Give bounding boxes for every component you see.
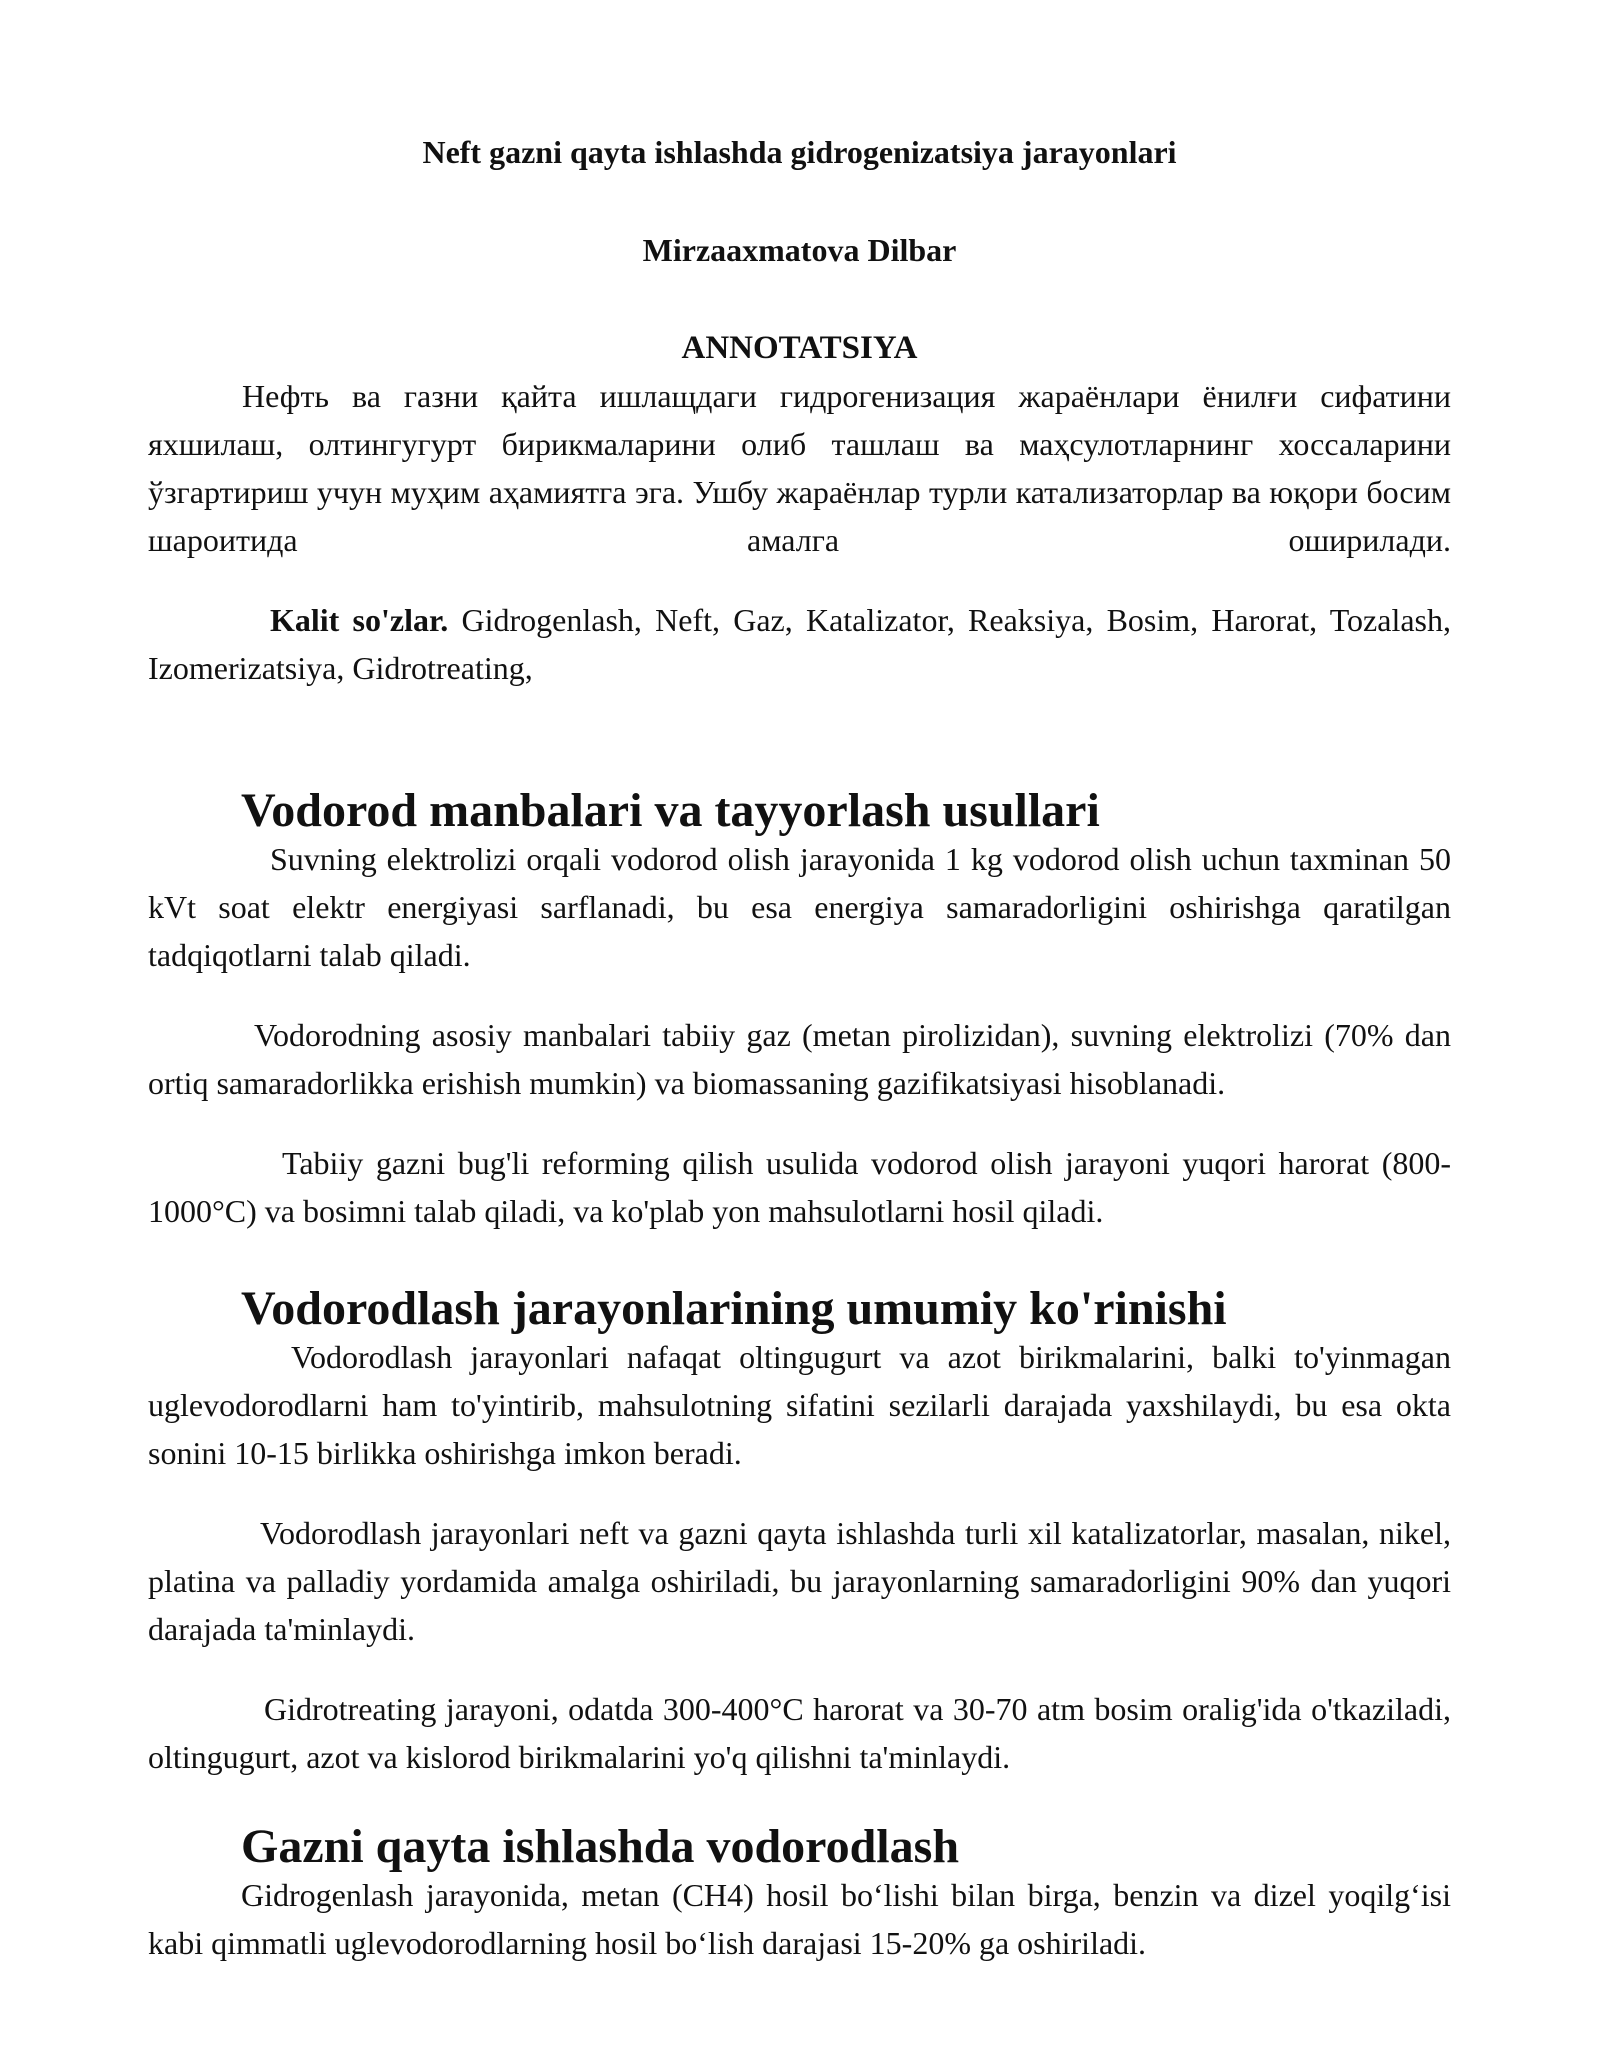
section-1-paragraph-3: Tabiiy gazni bug'li reforming qilish usulida vodorod olish jarayoni yuqori harorat (800-1000°C) va bosimni talab qiladi, va ko'plab yon mahsulotlarni hosil qiladi. (148, 1145, 1451, 1229)
annotation-heading: ANNOTATSIYA (681, 330, 918, 366)
author-name: Mirzaaxmatova Dilbar (642, 232, 957, 268)
section-2-paragraph-3: Gidrotreating jarayoni, odatda 300-400°C harorat va 30-70 atm bosim oralig'ida o'tkaziladi, oltingugurt, azot va kislorod birikmalarini yo'q qilishni ta'minlaydi. (148, 1691, 1451, 1775)
annotation-text: Нефть ва газни қайта ишлащдаги гидрогенизация жараёнлари ёнилғи сифатини яхшилаш, олтингугурт бирикмаларини олиб ташлаш ва маҳсулотларнинг хоссаларини ўзгартириш учун муҳим аҳамиятга эга. Ушбу жараёнлар турли катализаторлар ва юқори босим шароитида амалга оширилади. (148, 378, 1451, 558)
section-heading-gas-hydrogenation: Gazni qayta ishlashda vodorodlash (241, 1820, 960, 1873)
document-title: Neft gazni qayta ishlashda gidrogenizatsiya jarayonlari (422, 134, 1177, 170)
keywords-label: Kalit so'zlar. (270, 602, 449, 638)
section-2-paragraph-2: Vodorodlash jarayonlari neft va gazni qayta ishlashda turli xil katalizatorlar, masalan, nikel, platina va palladiy yordamida amalga oshiriladi, bu jarayonlarning samaradorligini 90% dan yuqori darajada ta'minlaydi. (148, 1515, 1451, 1647)
section-heading-hydrogen-sources: Vodorod manbalari va tayyorlash usullari (241, 784, 1100, 837)
section-1-paragraph-1: Suvning elektrolizi orqali vodorod olish jarayonida 1 kg vodorod olish uchun taxminan 50 kVt soat elektr energiyasi sarflanadi, bu esa energiya samaradorligini oshirishga qaratilgan tadqiqotlarni talab qiladi. (148, 841, 1451, 973)
document-page (148, 128, 1451, 1967)
section-heading-hydrogenation-overview: Vodorodlash jarayonlarining umumiy ko'rinishi (241, 1282, 1227, 1335)
keywords-paragraph (148, 596, 1451, 692)
section-3-paragraph-1: Gidrogenlash jarayonida, metan (CH4) hosil boʻlishi bilan birga, benzin va dizel yoqilgʻisi kabi qimmatli uglevodorodlarning hosil boʻlish darajasi 15-20% ga oshiriladi. (148, 1877, 1451, 1961)
section-1-paragraph-2: Vodorodning asosiy manbalari tabiiy gaz (metan pirolizidan), suvning elektrolizi (70% dan ortiq samaradorlikka erishish mumkin) va biomassaning gazifikatsiyasi hisoblanadi. (148, 1017, 1451, 1101)
section-2-paragraph-1: Vodorodlash jarayonlari nafaqat oltingugurt va azot birikmalarini, balki to'yinmagan uglevodorodlarni ham to'yintirib, mahsulotning sifatini sezilarli darajada yaxshilaydi, bu esa okta sonini 10-15 birlikka oshirishga imkon beradi. (148, 1339, 1451, 1471)
keywords-text: Gidrogenlash, Neft, Gaz, Katalizator, Reaksiya, Bosim, Harorat, Tozalash, Izomerizatsiya, Gidrotreating, (148, 602, 1452, 686)
